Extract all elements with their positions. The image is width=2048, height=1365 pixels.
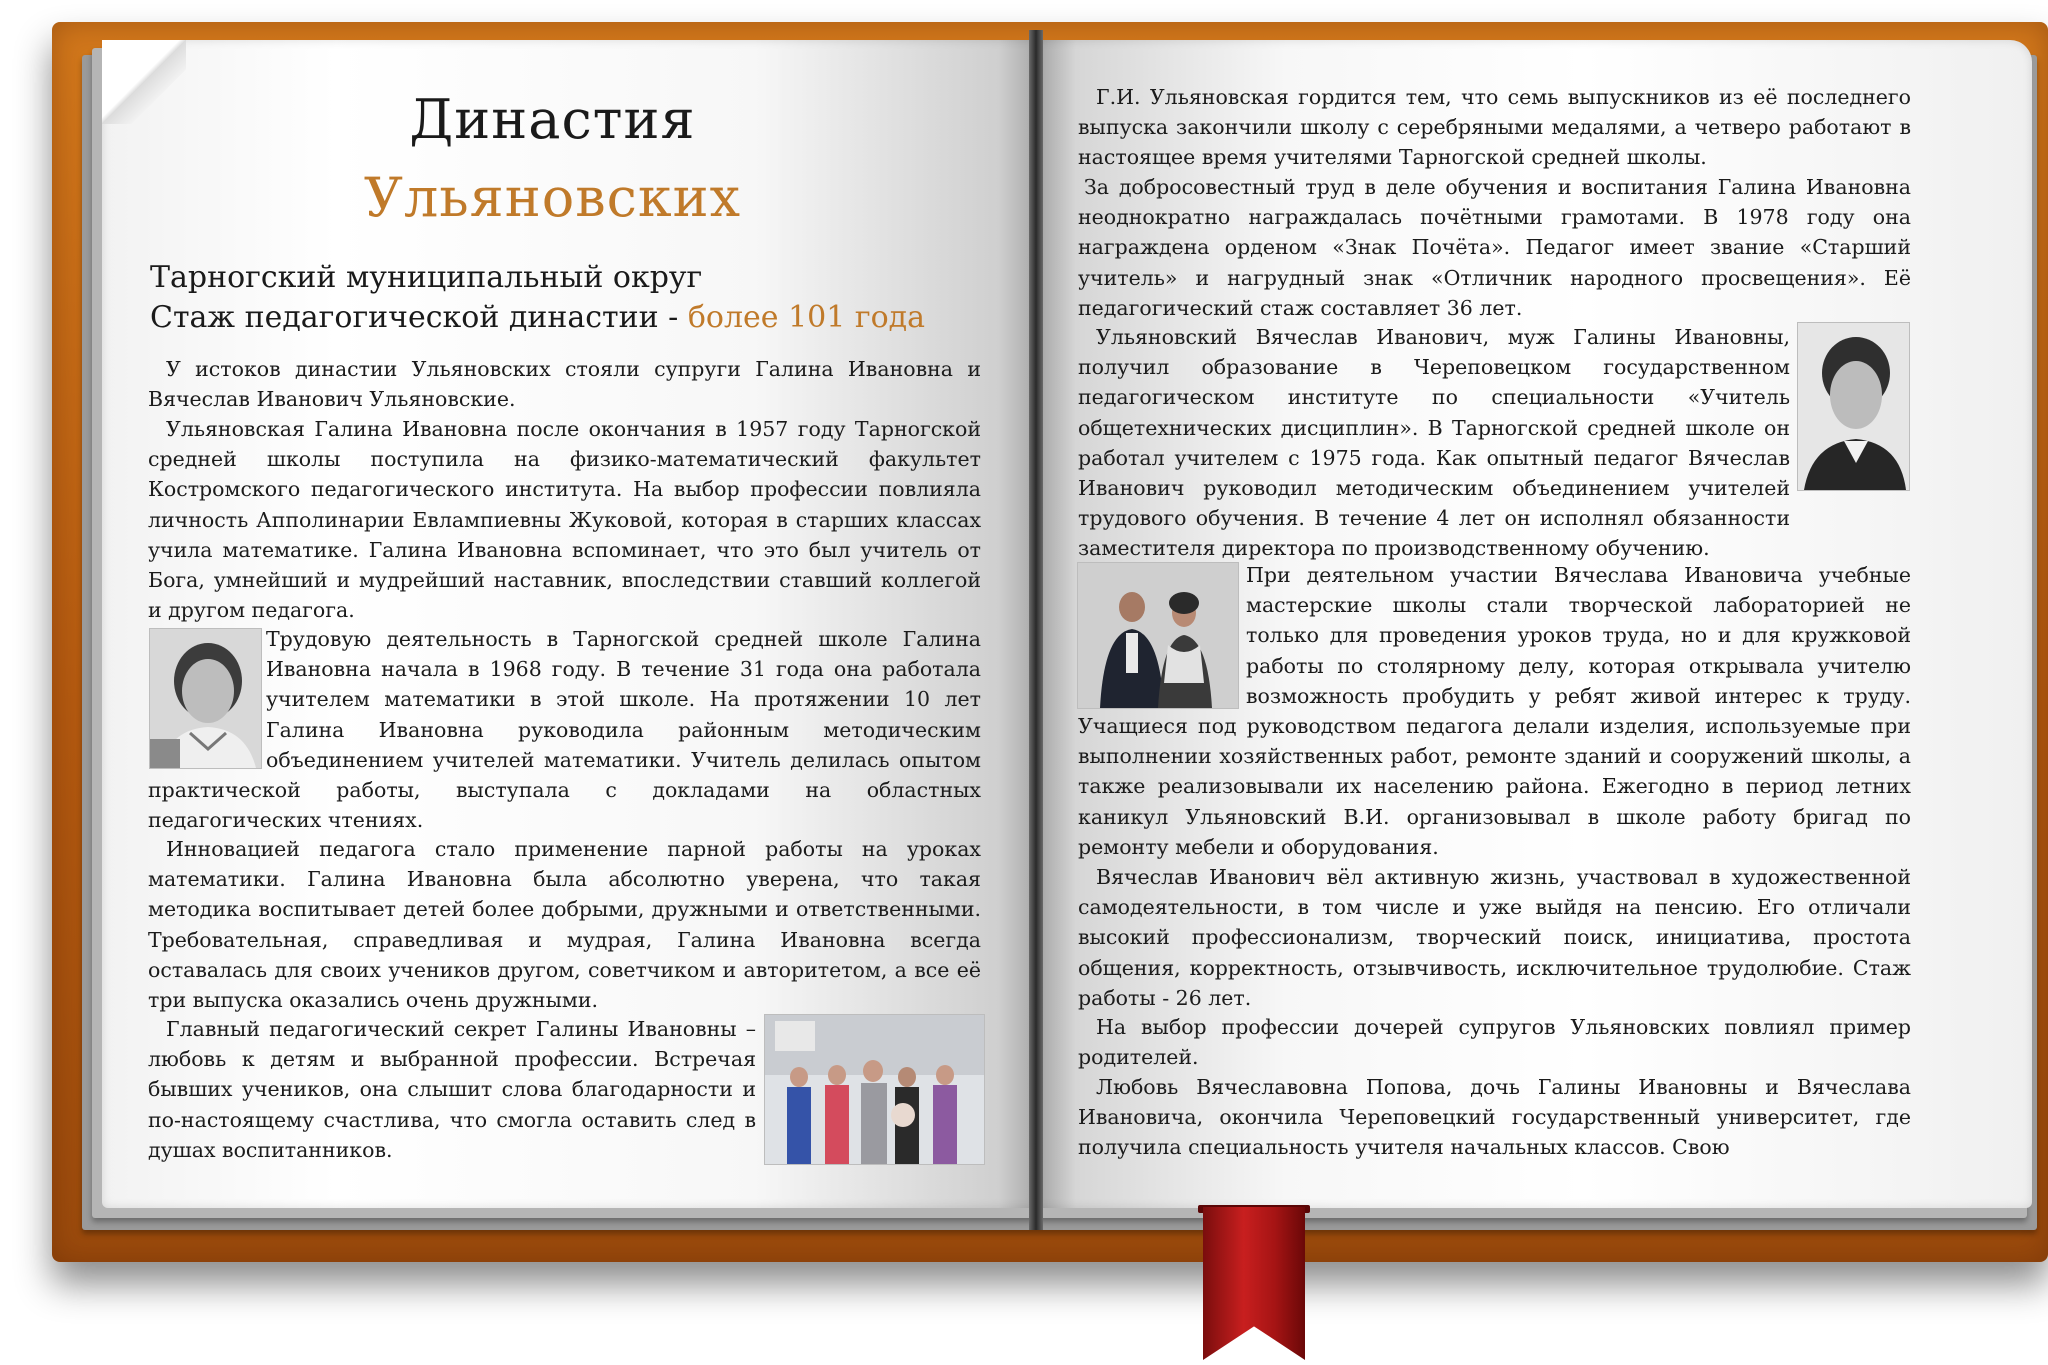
title-line-1: Династия: [409, 88, 696, 151]
book-spine: [1029, 30, 1043, 1230]
right-paragraph-6: [1078, 1012, 1911, 1072]
subtitle-line-2-prefix: Стаж педагогической династии -: [150, 300, 688, 335]
right-paragraph-5: [1078, 862, 1911, 1013]
subtitle-line-2: [150, 298, 970, 338]
paragraph-text: Ульяновская Галина Ивановна после окончания в 1957 году Тарногской средней школы поступила на физико-математический факультет Костромского педагогического института. На выбор профессии повлияла личность Апполинарии Евлампиевны Жуковой, которая в старших классах учила математике. Галина Ивановна вспоминает, что это был учитель от Бога, умнейший и мудрейший наставник, впоследствии ставший коллегой и другом педагога.: [148, 417, 981, 623]
right-paragraph-2: [1078, 172, 1911, 323]
paragraph-text: При деятельном участии Вячеслава Ивановича учебные мастерские школы стали творческой лабораторией не только для проведения уроков труда, но и для кружковой работы по столярному делу, которая открывала учителю возможность пробудить у ребят живой интерес к труду. Учащиеся под руководством педагога делали изделия, используемые при выполнении хозяйственных работ, ремонте зданий и сооружений школы, а также реализовывали их населению района. Ежегодно в период летних каникул Ульяновский В.И. организовывал в школе работу бригад по ремонту мебели и оборудования.: [1078, 563, 1911, 859]
paragraph-text: Трудовую деятельность в Тарногской средней школе Галина Ивановна начала в 1968 году. В течение 31 года она работала учителем математики в этой школе. На протяжении 10 лет Галина Ивановна руководила районным методическим объединением учителей математики. Учитель делилась опытом практической работы, выступала с докладами на областных педагогических чтениях.: [148, 627, 981, 833]
right-paragraph-3: [1078, 322, 1790, 564]
right-paragraph-1: [1078, 82, 1911, 173]
left-paragraph-2: [148, 414, 981, 625]
paragraph-text: У истоков династии Ульяновских стояли супруги Галина Ивановна и Вячеслав Иванович Ульяновские.: [148, 357, 981, 412]
paragraph-text: За добросовестный труд в деле обучения и воспитания Галина Ивановна неоднократно награждалась почётными грамотами. В 1978 году она награждена орденом «Знак Почёта». Педагог имеет звание «Старший учитель» и нагрудный знак «Отличник народного просвещения». Её педагогический стаж составляет 36 лет.: [1078, 175, 1911, 320]
photo-wrap-spacer: [1078, 560, 1246, 710]
group-photo-image: [765, 1015, 984, 1164]
paragraph-text: Г.И. Ульяновская гордится тем, что семь выпускников из её последнего выпуска закончили школу с серебряными медалями, а четверо работают в настоящее время учителями Тарногской средней школы.: [1078, 85, 1911, 170]
left-paragraph-1: [148, 354, 981, 414]
subtitle-accent: более 101 года: [687, 300, 926, 335]
right-paragraph-7: [1078, 1072, 1911, 1163]
paragraph-text: Инновацией педагога стало применение парной работы на уроках математики. Галина Ивановна была абсолютно уверена, что такая методика воспитывает детей более добрыми, дружными и ответственными. Требовательная, справедливая и мудрая, Галина Ивановна всегда оставалась для своих учеников другом, советчиком и авторитетом, а все её три выпуска оказались очень дружными.: [148, 837, 981, 1013]
title-line-2: Ульяновских: [363, 166, 742, 229]
left-paragraph-4: [148, 834, 981, 1015]
left-paragraph-5: [148, 1014, 756, 1165]
subtitle: [150, 258, 970, 338]
group-photo: [764, 1014, 985, 1165]
paragraph-text: На выбор профессии дочерей супругов Ульяновских повлиял пример родителей.: [1078, 1015, 1911, 1070]
left-paragraph-3: [148, 624, 981, 835]
portrait-photo-vyacheslav: [1797, 322, 1910, 491]
portrait-photo-vyacheslav-image: [1798, 323, 1909, 490]
right-paragraph-4: [1078, 560, 1911, 862]
paragraph-text: Главный педагогический секрет Галины Ивановны – любовь к детям и выбранной профессии. Встречая бывших учеников, она слышит слова благодарности и по-настоящему счастлива, что смогла оставить след в душах воспитанников.: [148, 1017, 756, 1162]
subtitle-line-1: Тарногский муниципальный округ: [150, 260, 703, 295]
paragraph-text: Вячеслав Иванович вёл активную жизнь, участвовал в художественной самодеятельности, в том числе и уже выйдя на пенсию. Его отличали высокий профессионализм, творческий поиск, инициатива, простота общения, корректность, отзывчивость, исключительное трудолюбие. Стаж работы - 26 лет.: [1078, 865, 1911, 1010]
photo-wrap-spacer: [148, 624, 266, 774]
paragraph-text: Любовь Вячеславовна Попова, дочь Галины Ивановны и Вячеслава Ивановича, окончила Череповецкий государственный университет, где получила специальность учителя начальных классов. Свою: [1078, 1075, 1911, 1160]
paragraph-text: Ульяновский Вячеслав Иванович, муж Галины Ивановны, получил образование в Череповецком государственном педагогическом институте по специальности «Учитель общетехнических дисциплин». В Тарногской средней школе он работал учителем с 1975 года. Как опытный педагог Вячеслав Иванович руководил методическим объединением учителей трудового обучения. В течение 4 лет он исполнял обязанности заместителя директора по производственному обучению.: [1078, 325, 1790, 561]
bookmark-ribbon: [1203, 1207, 1305, 1360]
